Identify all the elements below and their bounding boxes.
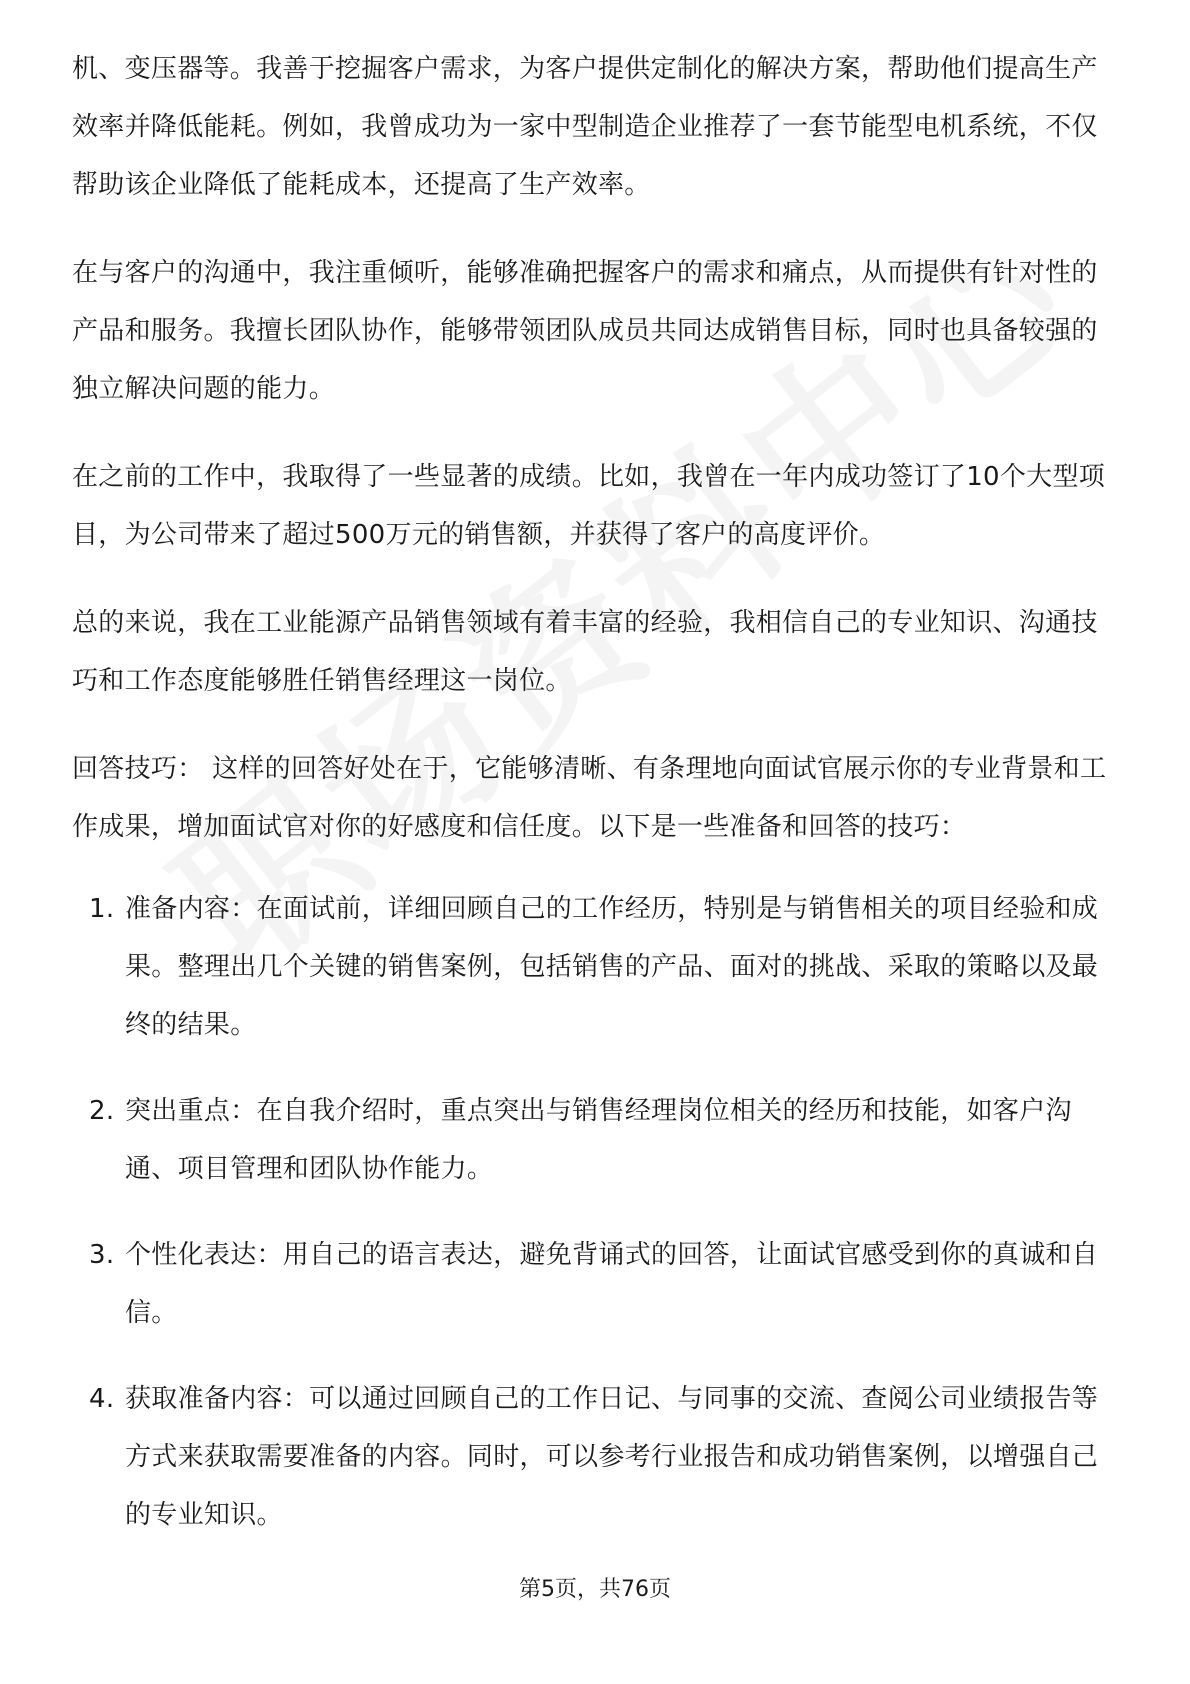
- answer-tips-intro: 回答技巧： 这样的回答好处在于，它能够清晰、有条理地向面试官展示你的专业背景和工作成果，增加面试官对你的好感度和信任度。以下是一些准备和回答的技巧：: [72, 754, 1107, 842]
- document-body: [72, 40, 1122, 1572]
- list-number: 2.: [89, 1096, 115, 1126]
- list-item: [72, 1082, 1122, 1198]
- list-item-text: 准备内容：在面试前，详细回顾自己的工作经历，特别是与销售相关的项目经验和成果。整理出几个关键的销售案例，包括销售的产品、面对的挑战、采取的策略以及最终的结果。: [125, 894, 1099, 1040]
- tips-list: [72, 880, 1122, 1544]
- paragraph-3: 在之前的工作中，我取得了一些显著的成绩。比如，我曾在一年内成功签订了10个大型项目，为公司带来了超过500万元的销售额，并获得了客户的高度评价。: [72, 462, 1106, 550]
- list-item: [72, 880, 1122, 1054]
- list-number: 1.: [89, 894, 115, 924]
- list-number: 3.: [89, 1240, 115, 1270]
- list-item: [72, 1370, 1122, 1544]
- list-item-text: 获取准备内容：可以通过回顾自己的工作日记、与同事的交流、查阅公司业绩报告等方式来获取需要准备的内容。同时，可以参考行业报告和成功销售案例，以增强自己的专业知识。: [125, 1384, 1099, 1530]
- paragraph-1: 机、变压器等。我善于挖掘客户需求，为客户提供定制化的解决方案，帮助他们提高生产效率并降低能耗。例如，我曾成功为一家中型制造企业推荐了一套节能型电机系统，不仅帮助该企业降低了能耗成本，还提高了生产效率。: [72, 54, 1098, 200]
- list-item: [72, 1226, 1122, 1342]
- paragraph-4: 总的来说，我在工业能源产品销售领域有着丰富的经验，我相信自己的专业知识、沟通技巧和工作态度能够胜任销售经理这一岗位。: [72, 608, 1098, 696]
- list-item-text: 突出重点：在自我介绍时，重点突出与销售经理岗位相关的经历和技能，如客户沟通、项目管理和团队协作能力。: [125, 1096, 1072, 1184]
- list-number: 4.: [89, 1384, 115, 1414]
- page-number: 第5页，共76页: [519, 1577, 671, 1602]
- paragraph-2: 在与客户的沟通中，我注重倾听，能够准确把握客户的需求和痛点，从而提供有针对性的产品和服务。我擅长团队协作，能够带领团队成员共同达成销售目标，同时也具备较强的独立解决问题的能力。: [72, 258, 1098, 404]
- list-item-text: 个性化表达：用自己的语言表达，避免背诵式的回答，让面试官感受到你的真诚和自信。: [125, 1240, 1099, 1328]
